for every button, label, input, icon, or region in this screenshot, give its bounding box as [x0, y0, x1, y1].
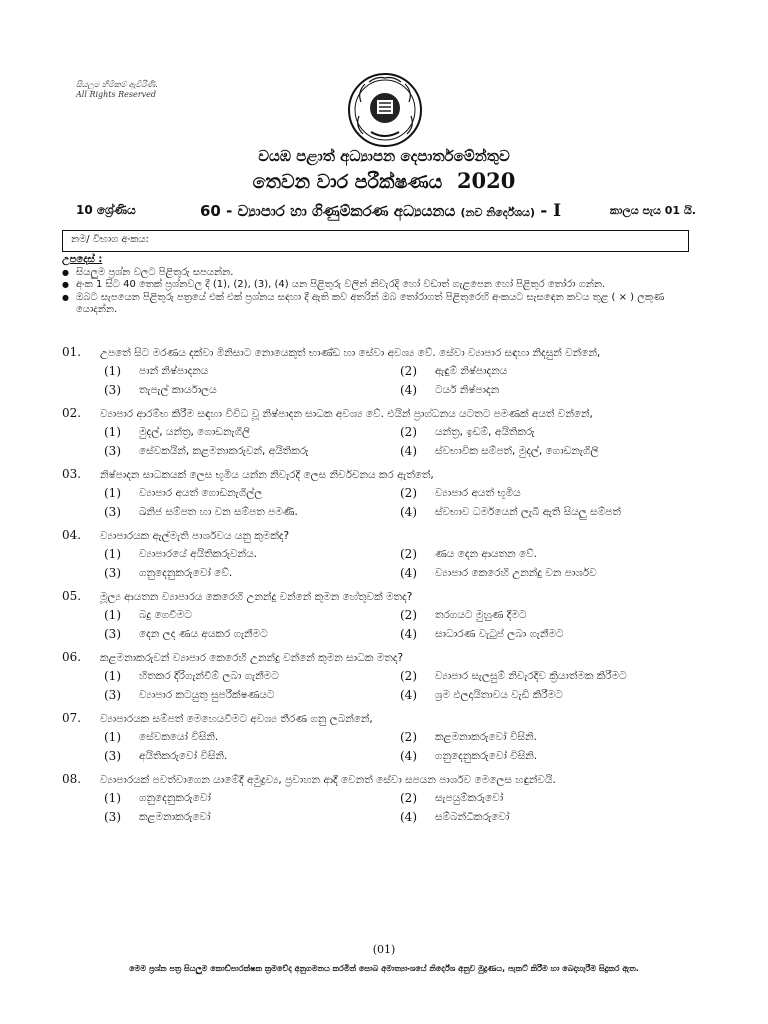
option-number: (2): [400, 547, 417, 561]
department-name: වයඹ පළාත් අධ්‍යාපන දෙපාර්තමේන්තුව: [258, 147, 510, 165]
option-text: සේවකයෝ විසිනි.: [139, 731, 219, 743]
question-number: 08.: [62, 772, 82, 786]
option-text: දෙන ලද ණය අයකර ගැනීමට: [139, 628, 268, 640]
option-text: තැපැල් කාර්යාලය: [139, 384, 217, 396]
answer-options: [104, 424, 702, 460]
emblem-icon: [347, 72, 423, 148]
option-text: ව්‍යාපාර අයත් ගොඩනැගිල්ල: [139, 487, 263, 499]
option-number: (1): [104, 730, 121, 744]
option-text: ඛනිජ සම්පත හා වන සම්පත පමණි.: [139, 506, 298, 518]
answer-option: [104, 443, 400, 460]
option-text: යන්ත්‍ර, ඉඩම්, අයිතිකරු: [435, 426, 535, 438]
option-number: (3): [104, 505, 121, 519]
option-text: ව්‍යාපාර අයත් භූමිය: [435, 487, 521, 499]
answer-option: [400, 443, 696, 460]
answer-option: [104, 607, 400, 624]
option-number: (4): [400, 810, 417, 824]
option-text: ටයර් නිෂ්පාදන: [435, 384, 500, 396]
instruction-item: ● සියලුම ප්‍රශ්න වලට පිළිතුරු සපයන්න.: [62, 267, 702, 280]
subject-name: 60 - ව්‍යාපාර හා ගිණුම්කරණ අධ්‍යයනය: [200, 202, 456, 220]
option-number: (1): [104, 425, 121, 439]
option-text: සම්බන්ධීකරුවෝ: [435, 811, 510, 823]
question-item: [62, 772, 702, 826]
option-number: (3): [104, 688, 121, 702]
instructions-list: [62, 267, 702, 317]
option-number: (2): [400, 669, 417, 683]
option-text: ගනුදෙනුකරුවෝ: [139, 792, 211, 804]
question-text: ව්‍යාපාර ආරම්භ කිරීම සඳහා විවිධ වූ නිෂ්පාදන සාධක අවශ්‍ය වේ. එයින් ප්‍රාග්ධනය යටතට පමණක් අයත් වන්නේ,: [100, 408, 593, 420]
grade-label: 10 ශ්‍රේණිය: [76, 203, 136, 217]
option-number: (4): [400, 383, 417, 397]
option-number: (3): [104, 627, 121, 641]
option-text: ගනුදෙනුකරුවෝ වේ.: [139, 567, 233, 579]
answer-options: [104, 668, 702, 704]
question-text: මූල්‍ය ආයතන ව්‍යාපාරය කෙරෙහි උනන්දු වන්නේ කුමන හේතුවක් මතද?: [100, 591, 413, 603]
question-number: 04.: [62, 528, 82, 542]
option-text: කළමනාකරුවෝ: [139, 811, 211, 823]
answer-option: [104, 748, 400, 765]
option-text: ගනුදෙනුකරුවෝ විසිනි.: [435, 750, 538, 762]
instruction-item: ● අංක 1 සිට 40 තෙක් ප්‍රශ්නවල දී (1), (2), (3), (4) යන පිළිතුරු වලින් නිවැරදි හෝ වඩාත් ගැළපෙන හෝ පිළිතුර තෝරා ගන්න.: [62, 279, 702, 292]
answer-options: [104, 729, 702, 765]
answer-option: [400, 687, 696, 704]
option-number: (1): [104, 547, 121, 561]
answer-option: [104, 485, 400, 502]
answer-option: [104, 546, 400, 563]
option-number: (2): [400, 486, 417, 500]
option-text: සැපයුම්කරුවෝ: [435, 792, 504, 804]
answer-option: [400, 790, 696, 807]
option-text: පාන් නිෂ්පාදනය: [139, 365, 209, 377]
option-text: සේවකයින්, කළමනාකරුවන්, අයිතිකරු: [139, 445, 309, 457]
question-text: උපතේ සිට මරණය දක්වා මිනිසාට නොයෙකුත් භාණ්ඩ හා සේවා අවශ්‍ය වේ. සේවා ව්‍යාපාර සඳහා නිදසුන් වන්නේ,: [100, 347, 601, 359]
name-index-box[interactable]: [62, 230, 689, 252]
subject-title: [200, 201, 561, 221]
answer-option: [400, 809, 696, 826]
option-number: (3): [104, 810, 121, 824]
option-text: ව්‍යාපාර සැලසුම් නිවැරදිව ක්‍රියාත්මක කිරීමට: [435, 670, 627, 682]
option-number: (4): [400, 566, 417, 580]
option-number: (1): [104, 669, 121, 683]
question-item: [62, 650, 702, 704]
option-text: ව්‍යාපාරයේ අයිතිකරුවන්ය.: [139, 548, 257, 560]
option-text: ව්‍යාපාර කෙරෙහි උනන්දු වන පාර්ශව: [435, 567, 597, 579]
answer-options: [104, 485, 702, 521]
option-text: හිතකර දිරිගැන්වීම් ලබා ගැනීමට: [139, 670, 279, 682]
subject-line: [76, 201, 696, 221]
answer-options: [104, 790, 702, 826]
answer-option: [104, 809, 400, 826]
question-text: ව්‍යාපාරයක ඇල්මැති පාර්ශවය යනු කුමක්ද?: [100, 530, 290, 542]
answer-option: [400, 748, 696, 765]
question-number: 05.: [62, 589, 82, 603]
question-number: 01.: [62, 345, 82, 359]
copyright-sinhala: සියලුම හිමිකම් ඇවිරිණි.: [76, 80, 158, 89]
question-item: [62, 711, 702, 765]
option-number: (1): [104, 486, 121, 500]
option-text: ව්‍යාපාර කටයුතු සුපරීක්ෂණයට: [139, 689, 275, 701]
question-text: ව්‍යාපාරයක සම්පත් මෙහෙයවීමට අවශ්‍ය තීරණ ගනු ලබන්නේ,: [100, 713, 373, 725]
answer-option: [104, 790, 400, 807]
instructions-heading: උපදෙස් :: [62, 254, 103, 265]
footer-note: මෙම ප්‍රශ්න පත්‍ර සියලුම කොඩ්පාරක්ෂක ක්‍රමවේද අනුගමනය කරමින් සොබ අමාත්‍යාංශයේ නිර්දේශ අනුව මුද්‍රණය, පැකට් කිරීම හා බෙදාහැරීම සිදුකර ඇත.: [129, 964, 639, 973]
page-number: (01): [372, 943, 396, 956]
answer-option: [400, 363, 696, 380]
answer-option: [400, 546, 696, 563]
answer-option: [104, 565, 400, 582]
option-number: (1): [104, 608, 121, 622]
answer-options: [104, 363, 702, 399]
instructions: [62, 254, 702, 317]
option-number: (3): [104, 566, 121, 580]
option-text: ස්වභාවික සම්පත්, මුදල්, ගොඩනැගිලි: [435, 445, 599, 457]
option-number: (2): [400, 730, 417, 744]
time-allowed: කාලය පැය 01 යි.: [609, 204, 696, 217]
answer-option: [104, 626, 400, 643]
option-number: (3): [104, 749, 121, 763]
option-number: (3): [104, 444, 121, 458]
question-item: [62, 406, 702, 460]
option-text: ණය දෙන ආයතන වේ.: [435, 548, 538, 560]
answer-options: [104, 546, 702, 582]
question-item: [62, 589, 702, 643]
option-number: (2): [400, 791, 417, 805]
question-item: [62, 528, 702, 582]
question-list: [62, 345, 702, 833]
answer-option: [400, 565, 696, 582]
option-text: ඇඳුම් නිෂ්පාදනය: [435, 365, 508, 377]
instruction-item: ● ඔබට සැපයෙන පිළිතුරු පත්‍රයේ එක් එක් ප්‍රශ්නය සඳහා දී ඇති කව අතරින් ඔබ තෝරාගත් පිළිතුරෙහි අංකයට සැසඳෙන කවය තුළ ( × ) ලකුණ යොදන්න.: [62, 292, 702, 317]
question-item: [62, 467, 702, 521]
answer-option: [400, 607, 696, 624]
syllabus-note: (නව නිර්දේශය): [460, 206, 535, 219]
question-number: 03.: [62, 467, 82, 481]
name-index-label: නම/ විභාග අංකය:: [71, 234, 149, 245]
answer-option: [400, 485, 696, 502]
exam-title: [0, 168, 768, 193]
answer-option: [104, 382, 400, 399]
question-item: [62, 345, 702, 399]
answer-option: [104, 363, 400, 380]
option-text: තරගයට මුහුණ දීමට: [435, 609, 527, 621]
answer-option: [400, 729, 696, 746]
question-text: කළමනාකරුවන් ව්‍යාපාර කෙරෙහි උනන්දු වන්නේ කුමන සාධක මතද?: [100, 652, 404, 664]
option-text: බදු ගෙවීමට: [139, 609, 192, 621]
answer-option: [104, 668, 400, 685]
answer-option: [400, 504, 696, 521]
option-number: (1): [104, 791, 121, 805]
option-number: (4): [400, 444, 417, 458]
question-number: 07.: [62, 711, 82, 725]
copyright-notice: [76, 80, 158, 100]
option-number: (4): [400, 627, 417, 641]
answer-option: [104, 504, 400, 521]
option-number: (1): [104, 364, 121, 378]
option-number: (4): [400, 749, 417, 763]
option-text: සාධාරණ වැටුප් ලබා ගැනීමට: [435, 628, 564, 640]
option-number: (2): [400, 608, 417, 622]
exam-name: තෙවන වාර පරීක්ෂණය: [252, 171, 443, 193]
option-text: මුදල්, යන්ත්‍ර, ගොඩනැගිලි: [139, 426, 251, 438]
question-number: 02.: [62, 406, 82, 420]
option-text: ශ්‍රම ඵලදායිතාවය වැඩි කිරීමට: [435, 689, 563, 701]
answer-option: [400, 626, 696, 643]
question-text: ව්‍යාපාරයක් පවත්වාගෙන යාමේදී අමුද්‍රව්‍ය, ප්‍රවාහන ආදී වෙනත් සේවා සපයන පාර්ශව මෙලෙස හඳුන්වයි.: [100, 774, 556, 786]
copyright-english: All Rights Reserved: [76, 90, 156, 99]
option-number: (3): [104, 383, 121, 397]
option-text: කළමනාකරුවෝ විසිනි.: [435, 731, 537, 743]
option-number: (4): [400, 688, 417, 702]
answer-option: [400, 382, 696, 399]
option-text: අයිතිකරුවෝ විසිනි.: [139, 750, 228, 762]
question-text: නිෂ්පාදන සාධකයක් ලෙස භූමිය යන්න නිවැරදි ලෙස නිර්වචනය කර ඇත්තේ,: [100, 469, 434, 481]
option-number: (2): [400, 425, 417, 439]
exam-year: 2020: [456, 168, 516, 193]
question-number: 06.: [62, 650, 82, 664]
answer-option: [104, 729, 400, 746]
paper-number: - I: [540, 201, 562, 221]
answer-option: [104, 687, 400, 704]
answer-option: [104, 424, 400, 441]
answer-option: [400, 424, 696, 441]
answer-options: [104, 607, 702, 643]
option-number: (2): [400, 364, 417, 378]
option-text: ස්වභාව ධර්මයෙන් ලැබී ඇති සියලු සම්පත්: [435, 506, 621, 518]
answer-option: [400, 668, 696, 685]
option-number: (4): [400, 505, 417, 519]
